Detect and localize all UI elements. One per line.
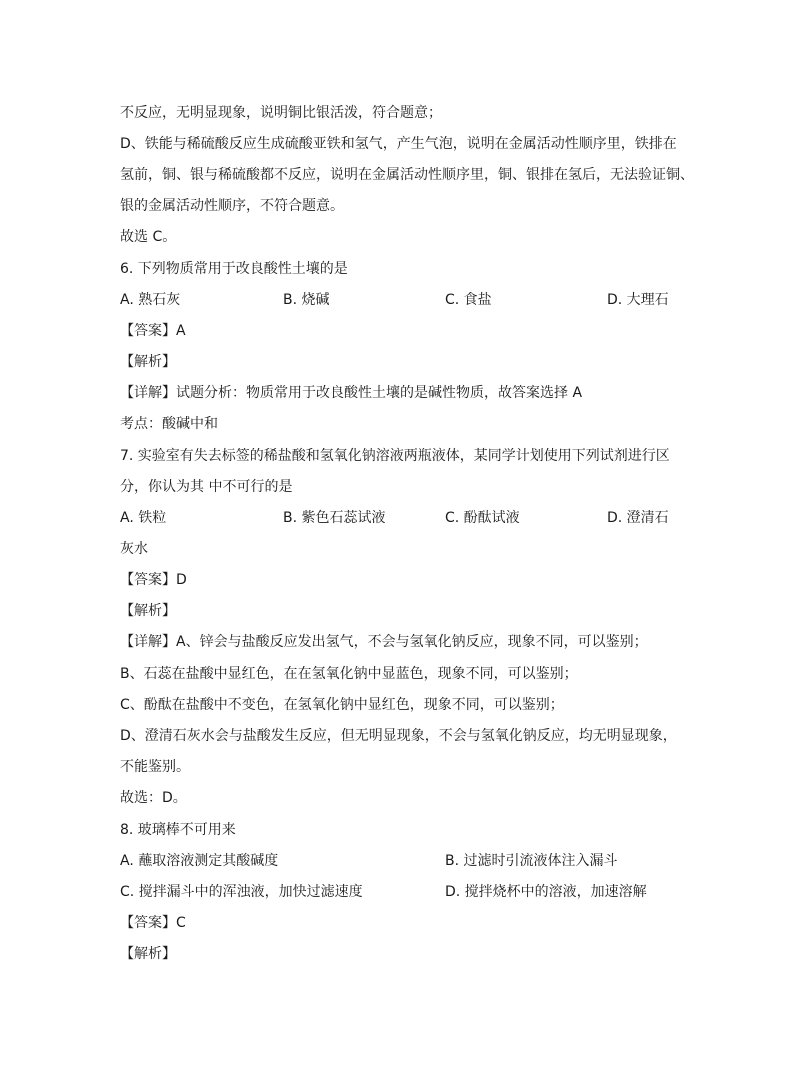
q6-topic: 考点：酸碱中和	[120, 416, 218, 432]
question-7-line-1: 7. 实验室有失去标签的稀盐酸和氢氧化钠溶液两瓶液体，某同学计划使用下列试剂进行区	[120, 448, 670, 464]
q8-option-b: B. 过滤时引流液体注入漏斗	[445, 853, 618, 869]
q6-option-c: C. 食盐	[445, 292, 492, 308]
q6-option-a: A. 熟石灰	[120, 292, 181, 308]
q8-option-a: A. 蘸取溶液测定其酸碱度	[120, 853, 279, 869]
q8-answer: 【答案】C	[120, 915, 186, 931]
q7-detail-b: B、石蕊在盐酸中显红色，在在氢氧化钠中显蓝色，现象不同，可以鉴别；	[120, 666, 578, 682]
q6-answer: 【答案】A	[120, 323, 186, 339]
q7-option-b: B. 紫色石蕊试液	[283, 510, 386, 526]
q7-detail-d-continued: 不能鉴别。	[120, 759, 190, 775]
question-8: 8. 玻璃棒不可用来	[120, 822, 236, 838]
question-7-line-2: 分，你认为其 中不可行的是	[120, 479, 293, 495]
q7-option-c: C. 酚酞试液	[445, 510, 520, 526]
text-line: 故选 C。	[120, 229, 177, 245]
q7-detail-c: C、酚酞在盐酸中不变色，在氢氧化钠中显红色，现象不同，可以鉴别；	[120, 697, 564, 713]
q8-option-c: C. 搅拌漏斗中的浑浊液，加快过滤速度	[120, 884, 363, 900]
q7-option-d-continued: 灰水	[120, 541, 148, 557]
text-line: D、铁能与稀硫酸反应生成硫酸亚铁和氢气，产生气泡，说明在金属活动性顺序里，铁排在	[120, 136, 677, 152]
q7-detail-a: 【详解】A、锌会与盐酸反应发出氢气，不会与氢氧化钠反应，现象不同，可以鉴别；	[120, 634, 648, 650]
text-line: 不反应，无明显现象，说明铜比银活泼，符合题意；	[120, 105, 442, 121]
q7-option-a: A. 铁粒	[120, 510, 167, 526]
q6-detail: 【详解】试题分析：物质常用于改良酸性土壤的是碱性物质，故答案选择 A	[120, 385, 583, 401]
q8-analysis-heading: 【解析】	[120, 946, 176, 962]
q6-analysis-heading: 【解析】	[120, 354, 176, 370]
q6-option-b: B. 烧碱	[283, 292, 330, 308]
q6-option-d: D. 大理石	[607, 292, 669, 308]
q8-option-d: D. 搅拌烧杯中的溶液，加速溶解	[445, 884, 647, 900]
q7-analysis-heading: 【解析】	[120, 603, 176, 619]
q7-choice: 故选：D。	[120, 790, 187, 806]
text-line: 银的金属活动性顺序，不符合题意。	[120, 198, 344, 214]
q7-answer: 【答案】D	[120, 572, 187, 588]
question-6: 6. 下列物质常用于改良酸性土壤的是	[120, 261, 348, 277]
q7-option-d: D. 澄清石	[607, 510, 669, 526]
q7-detail-d: D、澄清石灰水会与盐酸发生反应，但无明显现象，不会与氢氧化钠反应，均无明显现象，	[120, 728, 677, 744]
text-line: 氢前，铜、银与稀硫酸都不反应，说明在金属活动性顺序里，铜、银排在氢后，无法验证铜、	[120, 167, 694, 183]
